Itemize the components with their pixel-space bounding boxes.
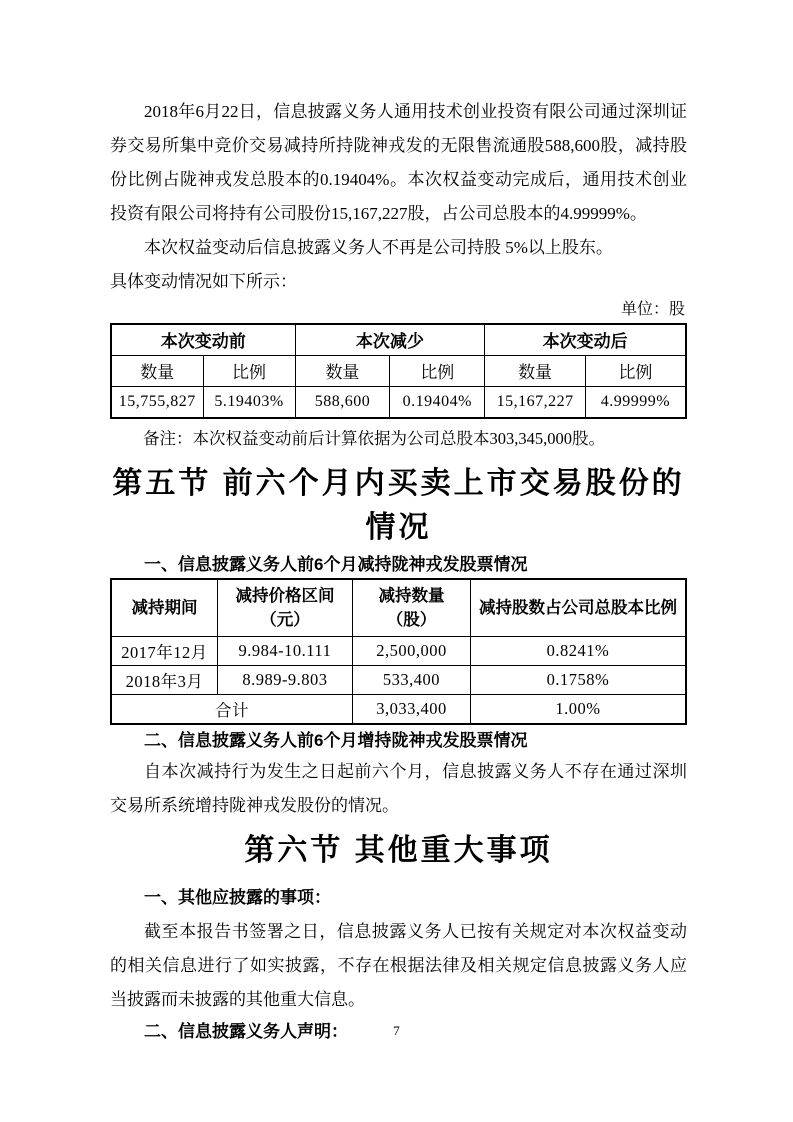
table-cell: 4.99999% [585,386,686,418]
table-cell: 2018年3月 [111,666,217,695]
table-total-row [111,695,686,725]
table-cell: 588,600 [295,386,390,418]
table-row [111,386,686,418]
subheader-ratio: 比例 [390,355,485,386]
subheader-ratio: 比例 [203,355,295,386]
table-cell: 8.989-9.803 [217,666,352,695]
paragraph-equity-reduction: 2018年6月22日，信息披露义务人通用技术创业投资有限公司通过深圳证券交易所集中竞价交易减持所持陇神戎发的无限售流通股588,600股，减持股份比例占陇神戎发总股本的0.19404%。本次权益变动完成后，通用技术创业投资有限公司将持有公司股份15,167,227股，占公司总股本的4.99999%。 [110,102,687,223]
total-ratio: 1.00% [470,695,686,725]
paragraph-no-increase: 自本次减持行为发生之日起前六个月，信息披露义务人不存在通过深圳交易所系统增持陇神戎发股份的情况。 [110,762,687,815]
total-quantity: 3,033,400 [353,695,471,725]
paragraph-disclosure-statement: 截至本报告书签署之日，信息披露义务人已按有关规定对本次权益变动的相关信息进行了如实披露，不存在根据法律及相关规定信息披露义务人应当披露而未披露的其他重大信息。 [110,922,687,1009]
reduction-detail-table [110,578,687,725]
header-after-change: 本次变动后 [485,324,686,355]
header-decrease: 本次减少 [295,324,485,355]
subheader-quantity: 数量 [485,355,586,386]
table-row [111,355,686,386]
section5-subheading-1: 一、信息披露义务人前6个月减持陇神戎发股票情况 [144,555,528,574]
table-cell: 2017年12月 [111,637,217,666]
table-cell: 533,400 [353,666,471,695]
section6-title: 第六节 其他重大事项 [244,834,553,867]
table-cell: 15,755,827 [111,386,203,418]
paragraph-no-longer-5pct-holder: 本次权益变动后信息披露义务人不再是公司持股 5%以上股东。 [144,238,613,257]
table-cell: 0.1758% [470,666,686,695]
equity-change-table [110,323,687,419]
header-reduction-period: 减持期间 [111,579,217,637]
unit-label: 单位：股 [620,301,685,318]
subheader-quantity: 数量 [111,355,203,386]
table-cell: 0.19404% [390,386,485,418]
table-cell: 9.984-10.111 [217,637,352,666]
table-cell: 0.8241% [470,637,686,666]
table-cell: 5.19403% [203,386,295,418]
section5-subheading-2: 二、信息披露义务人前6个月增持陇神戎发股票情况 [144,731,528,750]
section6-subheading-1: 一、其他应披露的事项： [144,888,331,907]
table-row [111,666,686,695]
paragraph-change-details-intro: 具体变动情况如下所示： [110,272,297,291]
header-reduction-ratio: 减持股数占公司总股本比例 [470,579,686,637]
section5-title: 第五节 前六个月内买卖上市交易股份的情况 [112,467,685,544]
table-cell: 15,167,227 [485,386,586,418]
subheader-ratio: 比例 [585,355,686,386]
subheader-quantity: 数量 [295,355,390,386]
table-row [111,324,686,355]
header-price-range: 减持价格区间（元） [217,579,352,637]
table-row [111,579,686,637]
table-row [111,637,686,666]
table-note: 备注：本次权益变动前后计算依据为公司总股本303,345,000股。 [143,429,605,448]
header-reduction-quantity: 减持数量（股） [353,579,471,637]
page-number: 7 [393,1023,400,1038]
section6-subheading-2: 二、信息披露义务人声明： [144,1022,348,1041]
total-label: 合计 [111,695,353,725]
header-before-change: 本次变动前 [111,324,295,355]
table-cell: 2,500,000 [353,637,471,666]
